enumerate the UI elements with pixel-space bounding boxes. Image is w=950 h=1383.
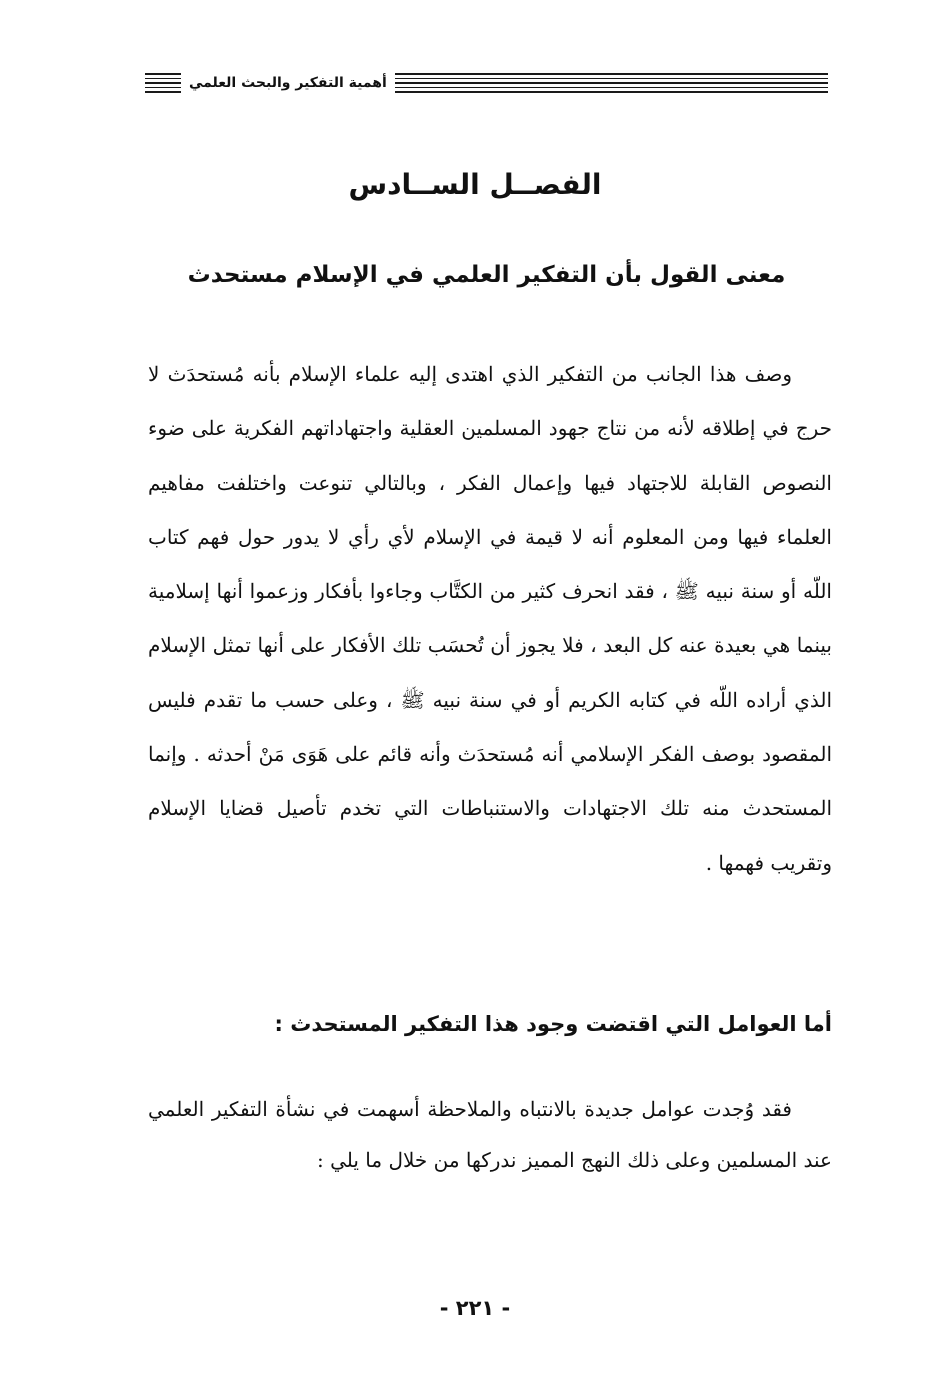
header-rule-left <box>145 73 181 93</box>
body-paragraph-1: وصف هذا الجانب من التفكير الذي اهتدى إليه علماء الإسلام بأنه مُستحدَث لا حرج في إطلاقه لأنه من نتاج جهود المسلمين العقلية واجتهاداتهم الفكرية على ضوء النصوص القابلة للاجتهاد فيها وإعمال الفكر ، وبالتالي تنوعت واختلفت مفاهيم العلماء فيها ومن المعلوم أنه لا قيمة في الإسلام لأي رأي لا يدور حول فهم كتاب اللّه أو سنة نبيه ﷺ ، فقد انحرف كثير من الكتَّاب وجاءوا بأفكار وزعموا أنها إسلامية بينما هي بعيدة عنه كل البعد ، فلا يجوز أن تُحسَب تلك الأفكار على أنها تمثل الإسلام الذي أراده اللّه في كتابه الكريم أو في سنة نبيه ﷺ ، وعلى حسب ما تقدم فليس المقصود بوصف الفكر الإسلامي أنه مُستحدَث وأنه قائم على هَوَى مَنْ أحدثه . وإنما المستحدث منه تلك الاجتهادات والاستنباطات التي تخدم تأصيل قضايا الإسلام وتقريب فهمها . <box>148 362 832 875</box>
chapter-title: الفصــل الســادس <box>348 168 602 201</box>
header-rule-right <box>395 73 828 93</box>
body-paragraph-2: فقد وُجدت عوامل جديدة بالانتباه والملاحظة أسهمت في نشأة التفكير العلمي عند المسلمين وعلى ذلك النهج المميز ندركها من خلال ما يلي : <box>148 1097 832 1172</box>
running-header-title: أهمية التفكير والبحث العلمي <box>189 75 387 91</box>
chapter-subtitle: معنى القول بأن التفكير العلمي في الإسلام مستحدث <box>187 262 786 288</box>
running-header <box>145 70 828 96</box>
section-heading: أما العوامل التي اقتضت وجود هذا التفكير المستحدث : <box>274 1012 832 1036</box>
page-number: - ٢٢١ - <box>439 1296 511 1320</box>
